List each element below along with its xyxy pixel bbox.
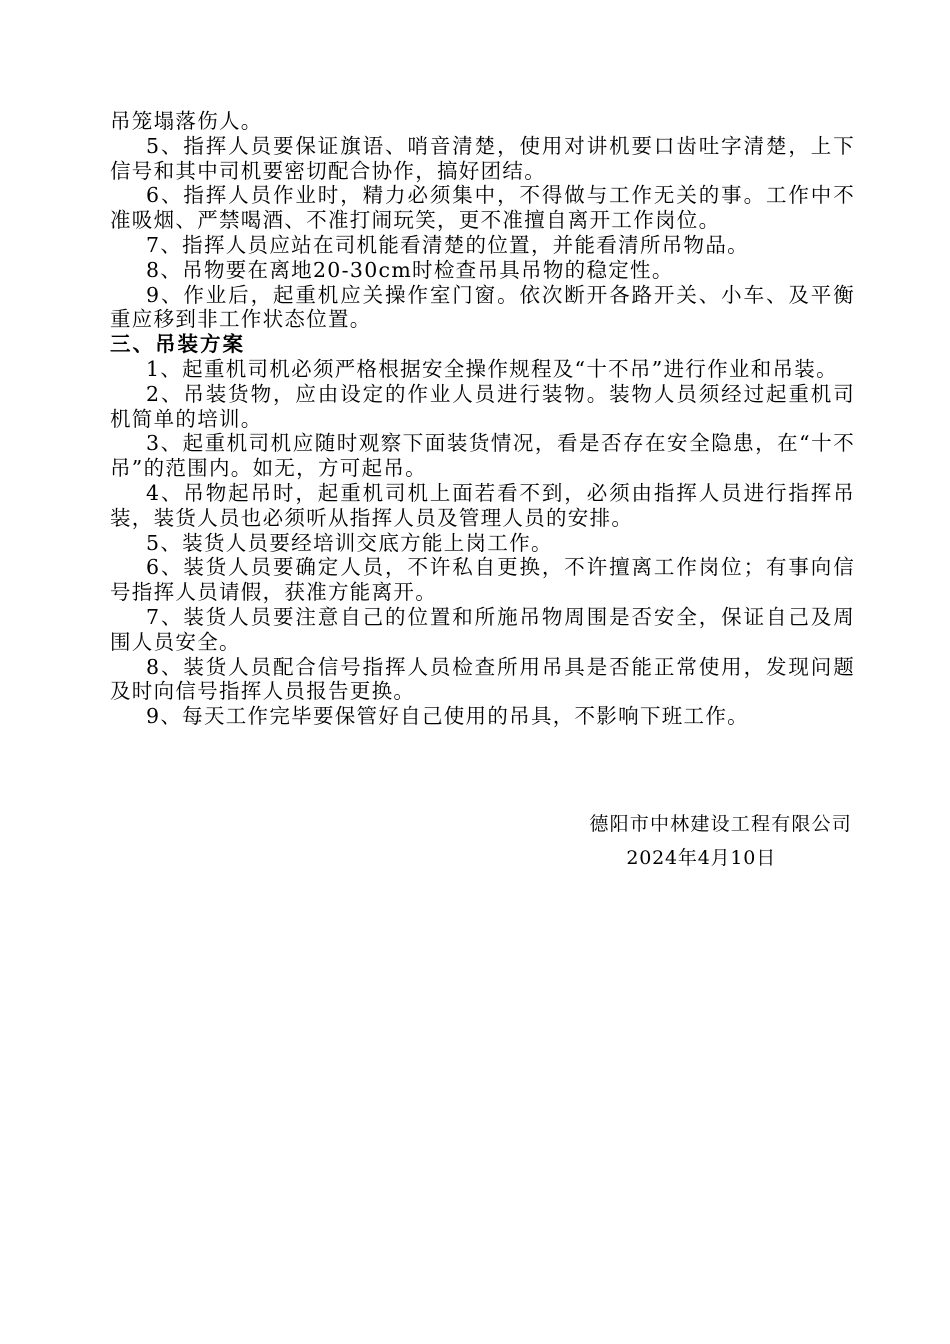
section1-continuation: 吊笼塌落伤人。 [110, 109, 263, 133]
document-body [110, 109, 855, 869]
company-signature: 德阳市中林建设工程有限公司 [589, 813, 852, 835]
section1-item-6: 6、指挥人员作业时，精力必须集中，不得做与工作无关的事。工作中不准吸烟、严禁喝酒、不准打闹玩笑，更不准擅自离开工作岗位。 [110, 183, 855, 233]
section3-item-1: 1、起重机司机必须严格根据安全操作规程及“十不吊”进行作业和吊装。 [146, 356, 838, 381]
section1-item-8: 8、吊物要在离地20-30cm时检查吊具吊物的稳定性。 [146, 257, 674, 282]
section3-item-7: 7、装货人员要注意自己的位置和所施吊物周围是否安全，保证自己及周围人员安全。 [110, 604, 855, 654]
section1-item-7: 7、指挥人员应站在司机能看清楚的位置，并能看清所吊物品。 [146, 232, 749, 257]
section1-item-5: 5、指挥人员要保证旗语、哨音清楚，使用对讲机要口齿吐字清楚，上下信号和其中司机要密切配合协作，搞好团结。 [110, 133, 855, 183]
section3-item-4: 4、吊物起吊时，起重机司机上面若看不到，必须由指挥人员进行指挥吊装，装货人员也必须听从指挥人员及管理人员的安排。 [110, 480, 855, 530]
section3-item-6: 6、装货人员要确定人员，不许私自更换，不许擅离工作岗位；有事向信号指挥人员请假，获准方能离开。 [110, 555, 855, 605]
section1-item-9: 9、作业后，起重机应关操作室门窗。依次断开各路开关、小车、及平衡重应移到非工作状态位置。 [110, 282, 855, 332]
section3-item-2: 2、吊装货物，应由设定的作业人员进行装物。装物人员须经过起重机司机简单的培训。 [110, 381, 855, 431]
section3-item-5: 5、装货人员要经培训交底方能上岗工作。 [146, 530, 553, 555]
section3-item-3: 3、起重机司机应随时观察下面装货情况，看是否存在安全隐患，在“十不吊”的范围内。如无，方可起吊。 [110, 431, 855, 481]
document-date: 2024年4月10日 [626, 847, 776, 869]
section3-heading: 三、吊装方案 [110, 332, 245, 357]
section3-item-8: 8、装货人员配合信号指挥人员检查所用吊具是否能正常使用，发现问题及时向信号指挥人员报告更换。 [110, 654, 855, 704]
section3-item-9: 9、每天工作完毕要保管好自己使用的吊具，不影响下班工作。 [146, 704, 749, 729]
